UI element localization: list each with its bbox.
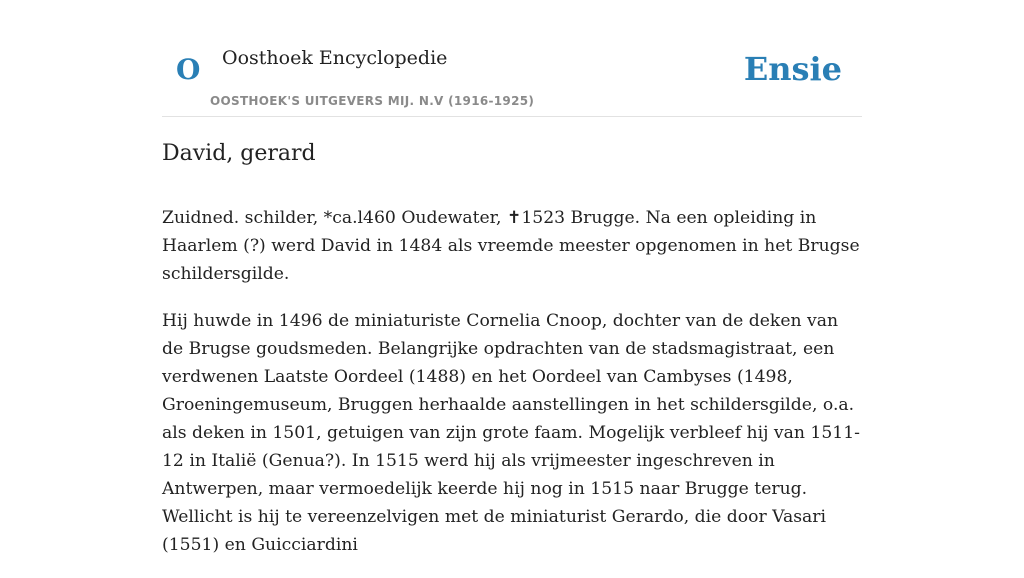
article-title: David, gerard <box>162 141 316 166</box>
header <box>162 0 862 117</box>
article <box>162 134 862 578</box>
site-title-link[interactable]: Oosthoek Encyclopedie <box>222 47 448 69</box>
article-paragraph: Zuidned. schilder, *ca.l460 Oudewater, ✝1523 Brugge. Na een opleiding in Haarlem (?) werd David in 1484 als vreemde meester opgenomen in het Brugse schildersgilde. <box>162 208 860 284</box>
publisher-label: OOSTHOEK'S UITGEVERS MIJ. N.V (1916-1925) <box>210 94 535 108</box>
article-paragraph: Hij huwde in 1496 de miniaturiste Cornelia Cnoop, dochter van de deken van de Brugse goudsmeden. Belangrijke opdrachten van de stadsmagistraat, een verdwenen Laatste Oordeel (1488) en het Oordeel van Cambyses (1498, Groeningemuseum, Bruggen herhaalde aanstellingen in het schildersgilde, o.a. als deken in 1501, getuigen van zijn grote faam. Mogelijk verbleef hij van 1511-12 in Italië (Genua?). In 1515 werd hij als vrijmeester ingeschreven in Antwerpen, maar vermoedelijk keerde hij nog in 1515 naar Brugge terug. Wellicht is hij te vereenzelvigen met de miniaturist Gerardo, die door Vasari (1551) en Guicciardini <box>162 311 860 555</box>
brand-logo-link[interactable]: Ensie <box>743 50 842 88</box>
logo-icon[interactable]: O <box>176 53 201 86</box>
